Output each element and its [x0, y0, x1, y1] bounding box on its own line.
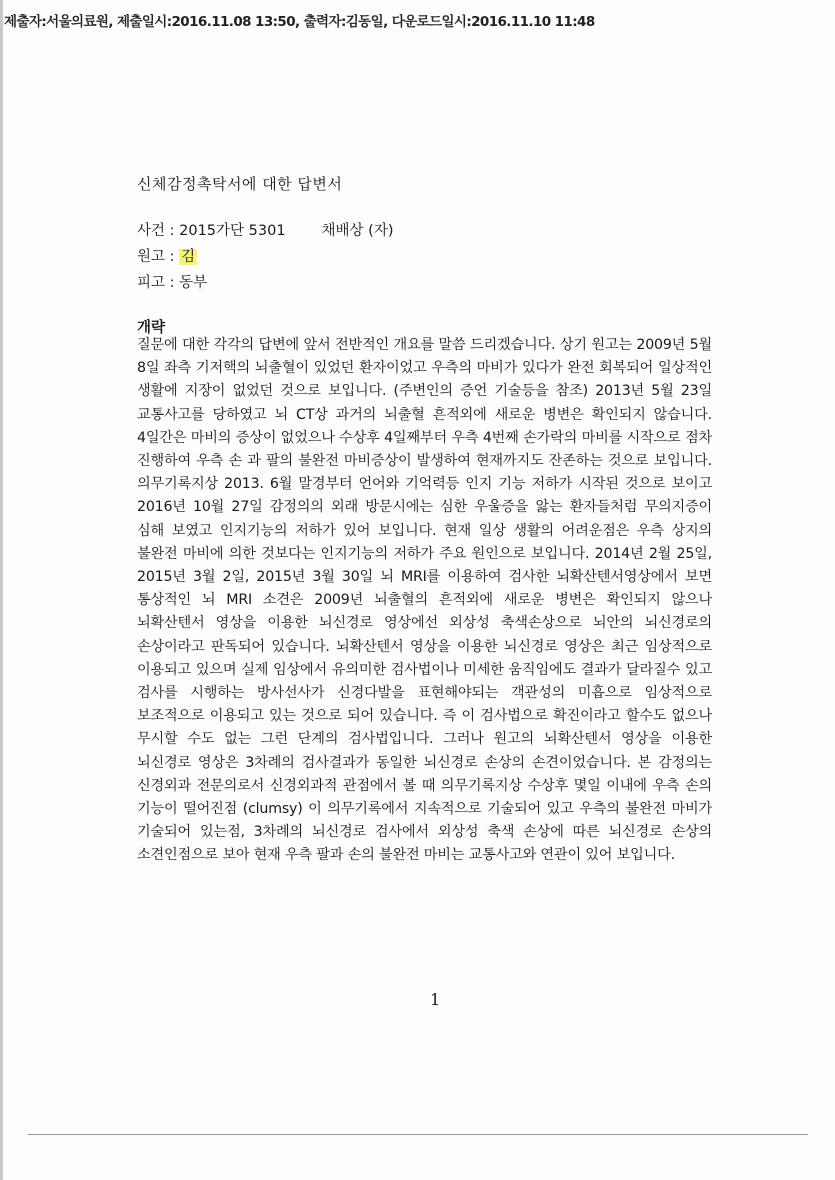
- body-paragraph: 질문에 대한 각각의 답변에 앞서 전반적인 개요를 말씀 드리겠습니다. 상기 원고는 2009년 5월 8일 좌측 기저핵의 뇌출혈이 있었던 환자이었고 우측의 마비가 있다가 완전 회복되어 일상적인 생활에 지장이 없었던 것으로 보입니다. (주변인의 증언 기술등을 참조) 2013년 5월 23일 교통사고를 당하였고 뇌 CT상 과거의 뇌출혈 흔적외에 새로운 병변은 확인되지 않습니다. 4일간은 마비의 증상이 없었으나 수상후 4일째부터 우측 4번째 손가락의 마비를 시작으로 점차 진행하여 우측 손 과 팔의 불완전 마비증상이 발생하여 현재까지도 잔존하는 것으로 보입니다. 의무기록지상 2013. 6월 말경부터 언어와 기억력등 인지 기능 저하가 시작된 것으로 보이고 2016년 10월 27일 감정의의 외래 방문시에는 심한 우울증을 앓는 환자들처럼 무의지증이 심해 보였고 인지기능의 저하가 있어 보입니다. 현재 일상 생활의 어려운점은 우측 상지의 불완전 마비에 의한 것보다는 인지기능의 저하가 주요 원인으로 보입니다. 2014년 2월 25일, 2015년 3월 2일, 2015년 3월 30일 뇌 MRI를 이용하여 검사한 뇌확산텐서영상에서 보면 통상적인 뇌 MRI 소견은 2009년 뇌출혈의 흔적외에 새로운 병변은 확인되지 않으나 뇌확산텐서 영상을 이용한 뇌신경로 영상에선 외상성 축색손상으로 뇌안의 뇌신경로의 손상이라고 판독되어 있습니다. 뇌확산텐서 영상을 이용한 뇌신경로 영상은 최근 임상적으로 이용되고 있으며 실제 임상에서 유의미한 검사법이나 미세한 움직임에도 결과가 달라질수 있고 검사를 시행하는 방사선사가 신경다발을 표현해야되는 객관성의 미흡으로 임상적으로 보조적으로 이용되고 있는 것으로 되어 있습니다. 즉 이 검사법으로 확진이라고 할수도 없으나 무시할 수도 없는 그런 단계의 검사법입니다. 그러나 원고의 뇌확산텐서 영상을 이용한 뇌신경로 영상은 3차례의 검사결과가 동일한 뇌신경로 손상의 손견이었습니다. 본 감정의는 신경외과 전문의로서 신경외과적 관점에서 볼 때 의무기록지상 수상후 몇일 이내에 우측 손의 기능이 떨어진점 (clumsy) 이 의무기록에서 지속적으로 기술되어 있고 우측의 불완전 마비가 기술되어 있는점, 3차례의 뇌신경로 검사에서 외상성 축색 손상에 따른 뇌신경로 손상의 소견인점으로 보아 현재 우측 팔과 손의 불완전 마비는 교통사고와 연관이 있어 보입니다.: [137, 337, 712, 864]
- plaintiff-name-highlighted: 김: [181, 249, 196, 265]
- plaintiff-label: 원고 :: [137, 249, 180, 265]
- submission-header: 제출자:서울의료원, 제출일시:2016.11.08 13:50, 출력자:김동일, 다운로드일시:2016.11.10 11:48: [4, 14, 595, 30]
- scan-edge-shadow: [0, 0, 3, 1180]
- defendant-label: 피고 : 동부: [137, 275, 208, 291]
- section-title: 개략: [137, 320, 166, 336]
- page-number: 1: [430, 990, 441, 1009]
- plaintiff-row: [137, 244, 394, 270]
- case-type: 채배상 (자): [321, 223, 394, 239]
- defendant-row: [137, 270, 394, 296]
- case-number: 사건 : 2015가단 5301: [137, 223, 286, 239]
- case-row: [137, 218, 394, 244]
- case-info-block: [137, 218, 394, 296]
- bottom-divider: [28, 1134, 808, 1135]
- document-title: 신체감정촉탁서에 대한 답변서: [137, 175, 343, 193]
